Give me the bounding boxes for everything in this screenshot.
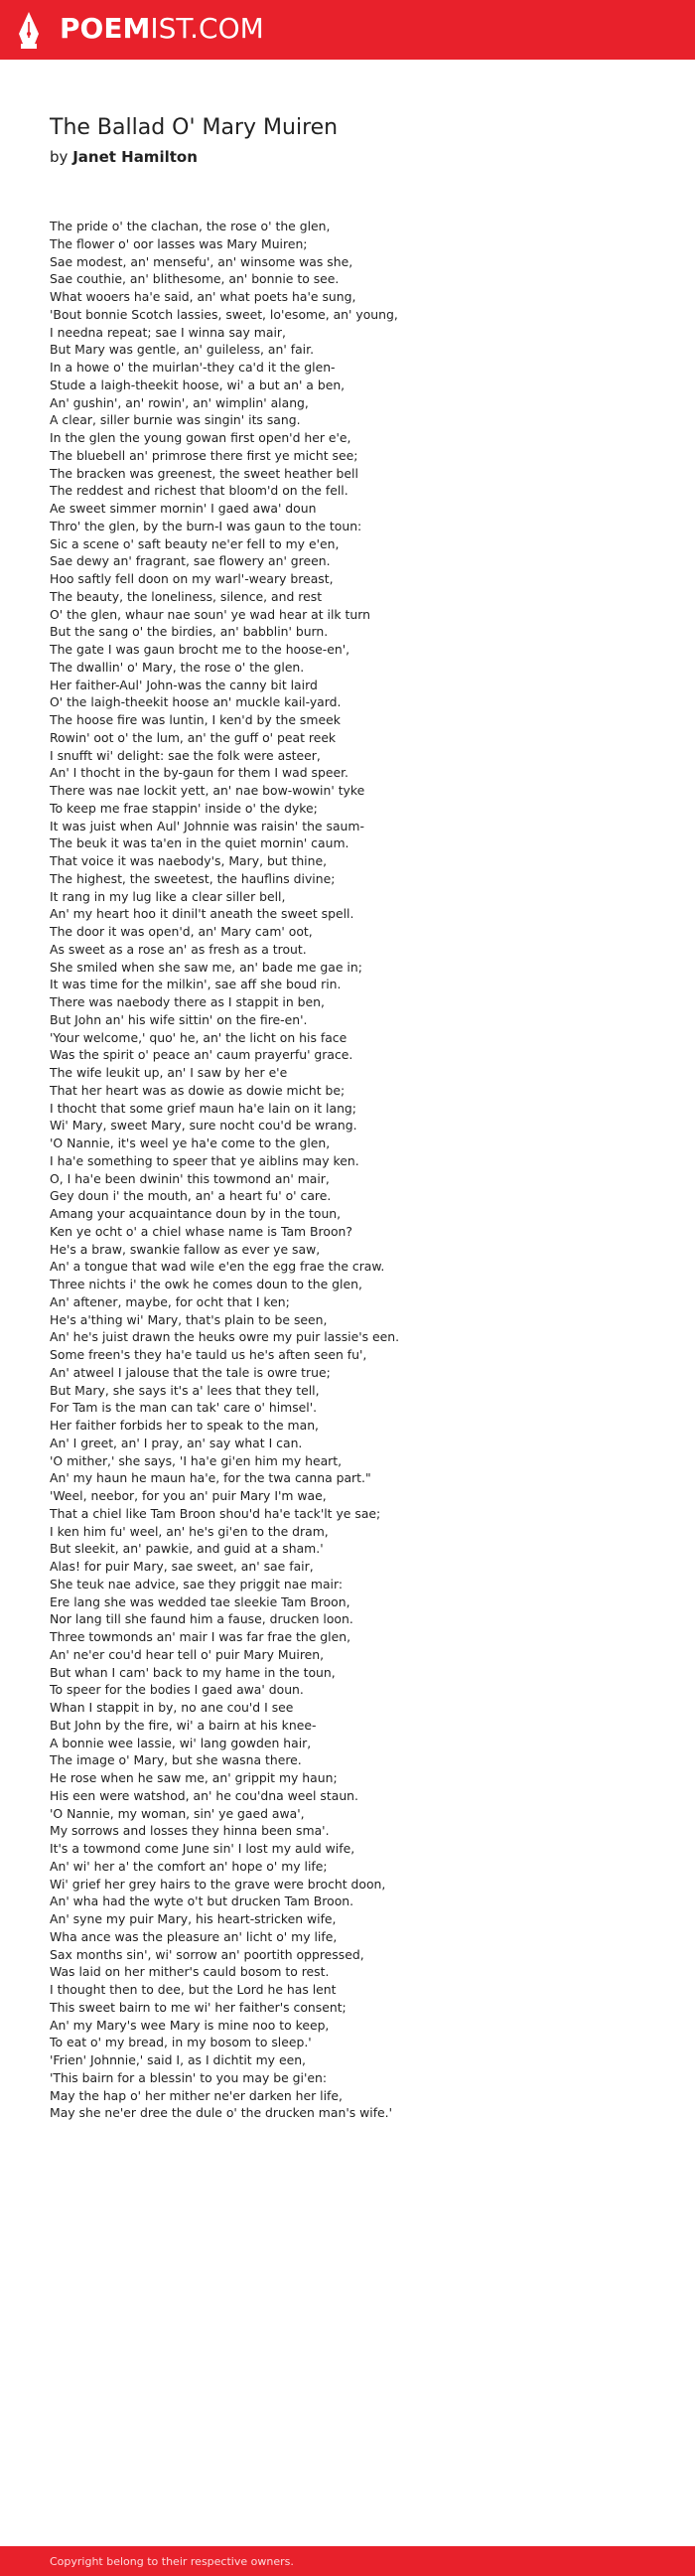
poem-line: Ae sweet simmer mornin' I gaed awa' doun (50, 501, 317, 516)
poem-line: O, I ha'e been dwinin' this towmond an' mair, (50, 1170, 330, 1186)
poem-line: But the sang o' the birdies, an' babblin' burn. (50, 624, 329, 640)
site-logo[interactable] (60, 12, 264, 46)
poem-line: I thocht that some grief maun ha'e lain on it lang; (50, 1100, 356, 1116)
poem-line: Sae modest, an' mensefu', an' winsome was she, (50, 253, 353, 269)
poem-line: Her faither-Aul' John-was the canny bit laird (50, 677, 318, 692)
poem-line: Some freen's they ha'e tauld us he's aften seen fu', (50, 1347, 367, 1362)
poem-line: That voice it was naebody's, Mary, but thine, (50, 853, 328, 868)
poem-line: It was juist when Aul' Johnnie was raisin' the saum- (50, 818, 364, 833)
poem-line: Whan I stappit in by, no ane cou'd I see (50, 1700, 294, 1715)
poem-line: Sic a scene o' saft beauty ne'er fell to my e'en, (50, 535, 340, 551)
poem-line: Ere lang she was wedded tae sleekie Tam Broon, (50, 1593, 350, 1609)
poem-line: To speer for the bodies I gaed awa' doun. (50, 1682, 304, 1698)
poem-line: Nor lang till she faund him a fause, drucken loon. (50, 1611, 353, 1627)
poem-line: May she ne'er dree the dule o' the drucken man's wife.' (50, 2105, 393, 2121)
poem-line: Three towmonds an' mair I was far frae the glen, (50, 1629, 351, 1644)
poem-line: Alas! for puir Mary, sae sweet, an' sae fair, (50, 1559, 314, 1574)
poem-line: The dwallin' o' Mary, the rose o' the glen. (50, 659, 305, 675)
poem-line: I ken him fu' weel, an' he's gi'en to the dram, (50, 1523, 329, 1539)
poem-line: She smiled when she saw me, an' bade me gae in; (50, 959, 362, 975)
poem-line: The beuk it was ta'en in the quiet mornin' caum. (50, 835, 349, 851)
by-label: by (50, 148, 69, 166)
poem-author[interactable]: Janet Hamilton (72, 148, 198, 166)
poem-line: The reddest and richest that bloom'd on the fell. (50, 483, 348, 499)
poem-line: Was the spirit o' peace an' caum prayerfu' grace. (50, 1047, 353, 1063)
poem-line: The flower o' oor lasses was Mary Muiren; (50, 235, 308, 251)
poem-line: He's a braw, swankie fallow as ever ye saw, (50, 1241, 321, 1257)
poem-line: It rang in my lug like a clear siller bell, (50, 888, 286, 904)
poem-line: Wi' grief her grey hairs to the grave were brocht doon, (50, 1876, 386, 1892)
poem-line: I snufft wi' delight: sae the folk were asteer, (50, 747, 321, 763)
poem-title: The Ballad O' Mary Muiren (50, 115, 339, 140)
site-header (0, 0, 695, 60)
poem-line: For Tam is the man can tak' care o' himsel'. (50, 1400, 318, 1416)
poem-line: An' gushin', an' rowin', an' wimplin' alang, (50, 394, 309, 410)
poem-line: 'Bout bonnie Scotch lassies, sweet, lo'esome, an' young, (50, 306, 398, 322)
poem-line: An' wha had the wyte o't but drucken Tam Broon. (50, 1894, 354, 1909)
poem-line: Three nichts i' the owk he comes doun to the glen, (50, 1277, 362, 1291)
poem-line: An' my heart hoo it dinil't aneath the sweet spell. (50, 906, 354, 922)
poem-line: But sleekit, an' pawkie, and guid at a sham.' (50, 1541, 324, 1557)
poem-line: The pride o' the clachan, the rose o' the glen, (50, 219, 331, 233)
poem-line: 'O Nannie, my woman, sin' ye gaed awa', (50, 1805, 305, 1821)
poem-line: An' aftener, maybe, for ocht that I ken; (50, 1293, 290, 1309)
poem-line: The bluebell an' primrose there first ye micht see; (50, 447, 358, 463)
poem-line: May the hap o' her mither ne'er darken her life, (50, 2087, 343, 2103)
poem-line: A bonnie wee lassie, wi' lang gowden hair, (50, 1735, 312, 1750)
poem-line: A clear, siller burnie was singin' its sang. (50, 412, 301, 428)
poem-line: O' the glen, whaur nae soun' ye wad hear at ilk turn (50, 606, 370, 622)
poem-line: Thro' the glen, by the burn-I was gaun to the toun: (50, 518, 362, 533)
poem-line: But John by the fire, wi' a bairn at his knee- (50, 1717, 317, 1733)
poem-line: Rowin' oot o' the lum, an' the guff o' peat reek (50, 729, 337, 745)
poem-byline (50, 147, 198, 167)
site-footer (0, 2546, 695, 2576)
poem-line: An' I thocht in the by-gaun for them I wad speer. (50, 765, 348, 781)
poem-line: An' atweel I jalouse that the tale is owre true; (50, 1364, 331, 1380)
poem-line: There was nae lockit yett, an' nae bow-wowin' tyke (50, 783, 365, 798)
poem-line: As sweet as a rose an' as fresh as a trout. (50, 941, 307, 957)
poem-line: But John an' his wife sittin' on the fire-en'. (50, 1011, 308, 1027)
poem-line: But whan I cam' back to my hame in the toun, (50, 1664, 336, 1680)
poem-line: Stude a laigh-theekit hoose, wi' a but an' a ben, (50, 377, 346, 392)
pen-nib-icon[interactable] (16, 10, 42, 50)
poem-line: But Mary was gentle, an' guileless, an' fair. (50, 342, 315, 358)
poem-line: What wooers ha'e said, an' what poets ha'e sung, (50, 289, 356, 304)
poem-line: An' he's juist drawn the heuks owre my puir lassie's een. (50, 1329, 400, 1345)
logo-brand-bold: POEM (60, 12, 151, 45)
poem-line: 'O Nannie, it's weel ye ha'e come to the glen, (50, 1136, 331, 1150)
poem-line: That her heart was as dowie as dowie micht be; (50, 1082, 346, 1098)
poem-line: Wi' Mary, sweet Mary, sure nocht cou'd be wrang. (50, 1118, 357, 1134)
poem-line: Her faither forbids her to speak to the man, (50, 1418, 319, 1433)
poem-line: An' I greet, an' I pray, an' say what I can. (50, 1435, 303, 1450)
poem-body (50, 218, 665, 2122)
poem-line: She teuk nae advice, sae they priggit nae mair: (50, 1576, 344, 1591)
logo-brand-light: IST.COM (150, 12, 264, 45)
poem-line: An' ne'er cou'd hear tell o' puir Mary Muiren, (50, 1646, 325, 1662)
poem-line: The wife leukit up, an' I saw by her e'e (50, 1065, 288, 1080)
poem-line: To keep me frae stappin' inside o' the dyke; (50, 800, 318, 816)
poem-line: I thought then to dee, but the Lord he has lent (50, 1982, 337, 1997)
poem-line: He rose when he saw me, an' grippit my haun; (50, 1770, 338, 1785)
poem-line: That a chiel like Tam Broon shou'd ha'e tack'lt ye sae; (50, 1505, 381, 1521)
copyright-notice: Copyright belong to their respective owners. (50, 2555, 294, 2568)
poem-line: Was laid on her mither's cauld bosom to rest. (50, 1964, 330, 1980)
poem-line: Amang your acquaintance doun by in the toun, (50, 1206, 342, 1221)
poem-line: Sae couthie, an' blithesome, an' bonnie to see. (50, 271, 340, 287)
poem-line: An' a tongue that wad wile e'en the egg frae the craw. (50, 1259, 385, 1275)
poem-line: An' syne my puir Mary, his heart-stricken wife, (50, 1911, 337, 1926)
poem-line: 'This bairn for a blessin' to you may be gi'en: (50, 2069, 328, 2085)
poem-line: An' my haun he maun ha'e, for the twa canna part." (50, 1470, 371, 1486)
poem-line: 'Weel, neebor, for you an' puir Mary I'm wae, (50, 1488, 327, 1503)
poem-line: It's a towmond come June sin' I lost my auld wife, (50, 1841, 355, 1856)
poem-line: It was time for the milkin', sae aff she boud rin. (50, 977, 342, 992)
poem-line: 'O mither,' she says, 'I ha'e gi'en him my heart, (50, 1452, 343, 1468)
poem-line: 'Your welcome,' quo' he, an' the licht on his face (50, 1029, 348, 1045)
poem-line: Sae dewy an' fragrant, sae flowery an' green. (50, 553, 331, 569)
poem-line: The door it was open'd, an' Mary cam' oot, (50, 924, 313, 939)
poem-line: My sorrows and losses they hinna been sma'. (50, 1823, 330, 1839)
poem-line: I ha'e something to speer that ye aiblins may ken. (50, 1152, 359, 1168)
poem-line: This sweet bairn to me wi' her faither's consent; (50, 1999, 347, 2015)
poem-line: An' my Mary's wee Mary is mine noo to keep, (50, 2017, 330, 2033)
poem-line: 'Frien' Johnnie,' said I, as I dichtit my een, (50, 2052, 306, 2067)
poem-line: His een were watshod, an' he cou'dna weel staun. (50, 1787, 358, 1803)
poem-line: Ken ye ocht o' a chiel whase name is Tam Broon? (50, 1223, 352, 1239)
poem-line: In the glen the young gowan first open'd her e'e, (50, 430, 351, 445)
poem-line: He's a'thing wi' Mary, that's plain to be seen, (50, 1311, 328, 1327)
poem-line: In a howe o' the muirlan'-they ca'd it the glen- (50, 360, 336, 375)
poem-line: There was naebody there as I stappit in ben, (50, 994, 325, 1009)
poem-line: To eat o' my bread, in my bosom to sleep.' (50, 2035, 312, 2050)
poem-line: The bracken was greenest, the sweet heather bell (50, 465, 358, 481)
poem-line: But Mary, she says it's a' lees that they tell, (50, 1382, 320, 1398)
poem-line: The hoose fire was luntin, I ken'd by the smeek (50, 712, 341, 727)
poem-line: Gey doun i' the mouth, an' a heart fu' o' care. (50, 1188, 332, 1204)
poem-line: O' the laigh-theekit hoose an' muckle kail-yard. (50, 694, 342, 710)
poem-line: The image o' Mary, but she wasna there. (50, 1752, 302, 1768)
poem-line: The beauty, the loneliness, silence, and rest (50, 588, 323, 604)
poem-line: I needna repeat; sae I winna say mair, (50, 324, 286, 340)
poem-line: Wha ance was the pleasure an' licht o' my life, (50, 1928, 338, 1944)
poem-line: The highest, the sweetest, the hauflins divine; (50, 870, 336, 886)
poem-line: An' wi' her a' the comfort an' hope o' my life; (50, 1858, 328, 1874)
poem-line: The gate I was gaun brocht me to the hoose-en', (50, 642, 350, 657)
poem-line: Hoo saftly fell doon on my warl'-weary breast, (50, 571, 334, 586)
poem-line: Sax months sin', wi' sorrow an' poortith oppressed, (50, 1946, 364, 1962)
